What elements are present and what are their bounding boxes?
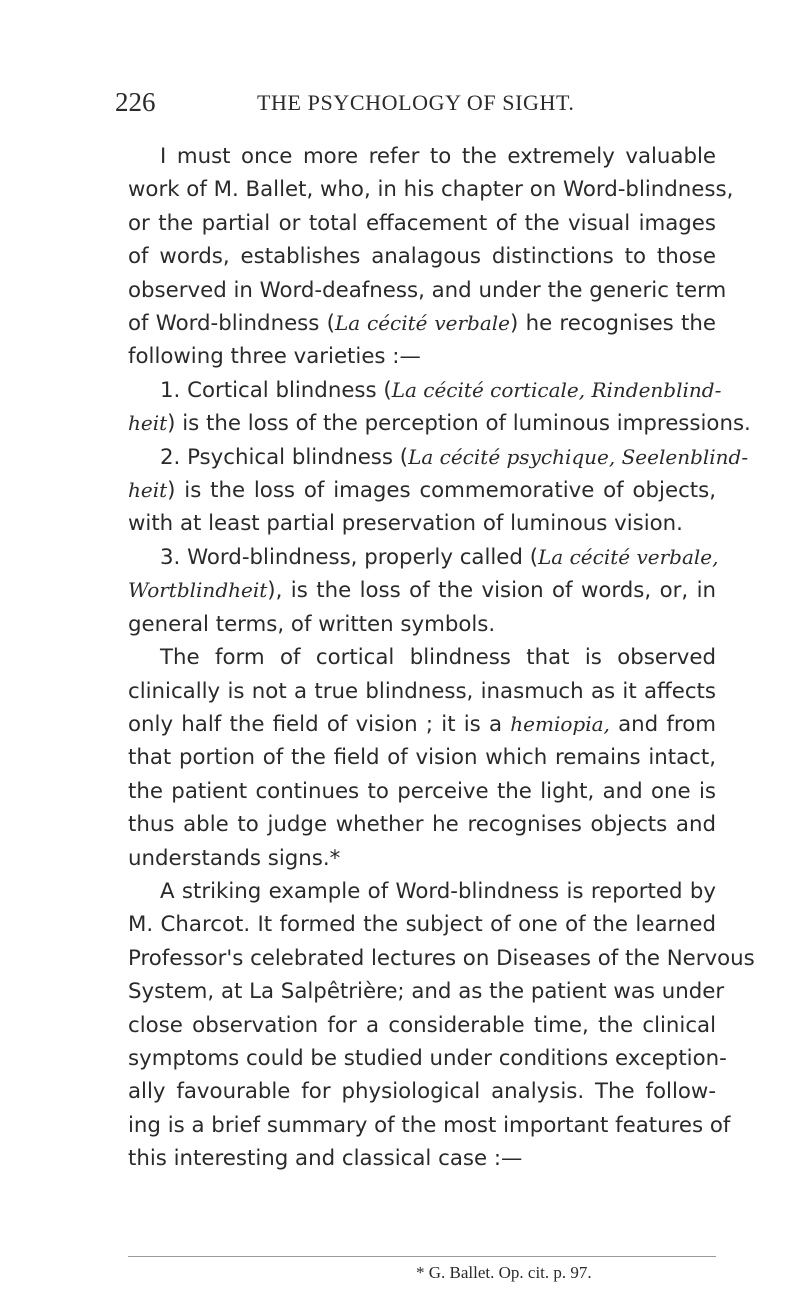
text-line: The form of cortical blindness that is observed xyxy=(160,645,716,671)
text-line: thus able to judge whether he recognises objects and xyxy=(128,812,716,838)
text-line: heit) is the loss of the perception of luminous impressions. xyxy=(128,411,751,437)
italic-term: hemiopia, xyxy=(510,711,610,736)
italic-term: La cécité corticale, Rindenblind- xyxy=(391,377,722,402)
page-header xyxy=(115,86,715,122)
italic-term: La cécité psychique, Seelenblind- xyxy=(408,444,749,469)
text-line: Wortblindheit), is the loss of the vision of words, or, in xyxy=(128,578,716,604)
text-line: of Word-blindness (La cécité verbale) he recognises the xyxy=(128,311,716,337)
text-line: System, at La Salpêtrière; and as the patient was under xyxy=(128,979,725,1005)
text-line: 2. Psychical blindness (La cécité psychique, Seelenblind- xyxy=(160,444,749,470)
italic-term: heit xyxy=(128,411,168,436)
page-number: 226 xyxy=(115,87,156,117)
text-line: A striking example of Word-blindness is reported by xyxy=(160,878,716,904)
text-line: M. Charcot. It formed the subject of one of the learned xyxy=(128,912,716,938)
text-line: work of M. Ballet, who, in his chapter on Word-blindness, xyxy=(128,177,734,203)
text-line: general terms, of written symbols. xyxy=(128,611,496,637)
text-line: ally favourable for physiological analysis. The follow- xyxy=(128,1079,716,1105)
text-line: 1. Cortical blindness (La cécité corticale, Rindenblind- xyxy=(160,377,722,403)
text-line: observed in Word-deafness, and under the generic term xyxy=(128,277,727,303)
italic-term: heit xyxy=(128,478,168,503)
text-line: only half the field of vision ; it is a hemiopia, and from xyxy=(128,711,716,737)
italic-term: Wortblindheit xyxy=(128,578,268,603)
italic-term: La cécité verbale, xyxy=(538,544,719,569)
italic-term: La cécité verbale xyxy=(334,311,510,336)
body-text xyxy=(128,140,755,1176)
text-line: close observation for a considerable time, the clinical xyxy=(128,1012,716,1038)
text-line: this interesting and classical case :— xyxy=(128,1146,523,1172)
text-line: ing is a brief summary of the most important features of xyxy=(128,1112,731,1138)
text-line: or the partial or total effacement of the visual images xyxy=(128,210,716,236)
text-line: with at least partial preservation of luminous vision. xyxy=(128,511,683,537)
text-line: 3. Word-blindness, properly called (La cécité verbale, xyxy=(160,544,719,570)
text-line: Professor's celebrated lectures on Diseases of the Nervous xyxy=(128,945,755,971)
text-line: symptoms could be studied under conditions exception- xyxy=(128,1045,727,1071)
footnote-divider xyxy=(128,1256,716,1257)
running-title: THE PSYCHOLOGY OF SIGHT. xyxy=(257,90,575,115)
text-line: that portion of the field of vision which remains intact, xyxy=(128,745,716,771)
text-line: of words, establishes analagous distinctions to those xyxy=(128,244,716,270)
text-line: I must once more refer to the extremely valuable xyxy=(160,144,716,169)
footnote: * G. Ballet. Op. cit. p. 97. xyxy=(416,1263,592,1282)
text-line: heit) is the loss of images commemorative of objects, xyxy=(128,478,716,504)
text-line: clinically is not a true blindness, inasmuch as it affects xyxy=(128,678,716,704)
text-line: following three varieties :— xyxy=(128,344,421,370)
text-line: the patient continues to perceive the light, and one is xyxy=(128,778,716,804)
text-line: understands signs.* xyxy=(128,845,341,871)
